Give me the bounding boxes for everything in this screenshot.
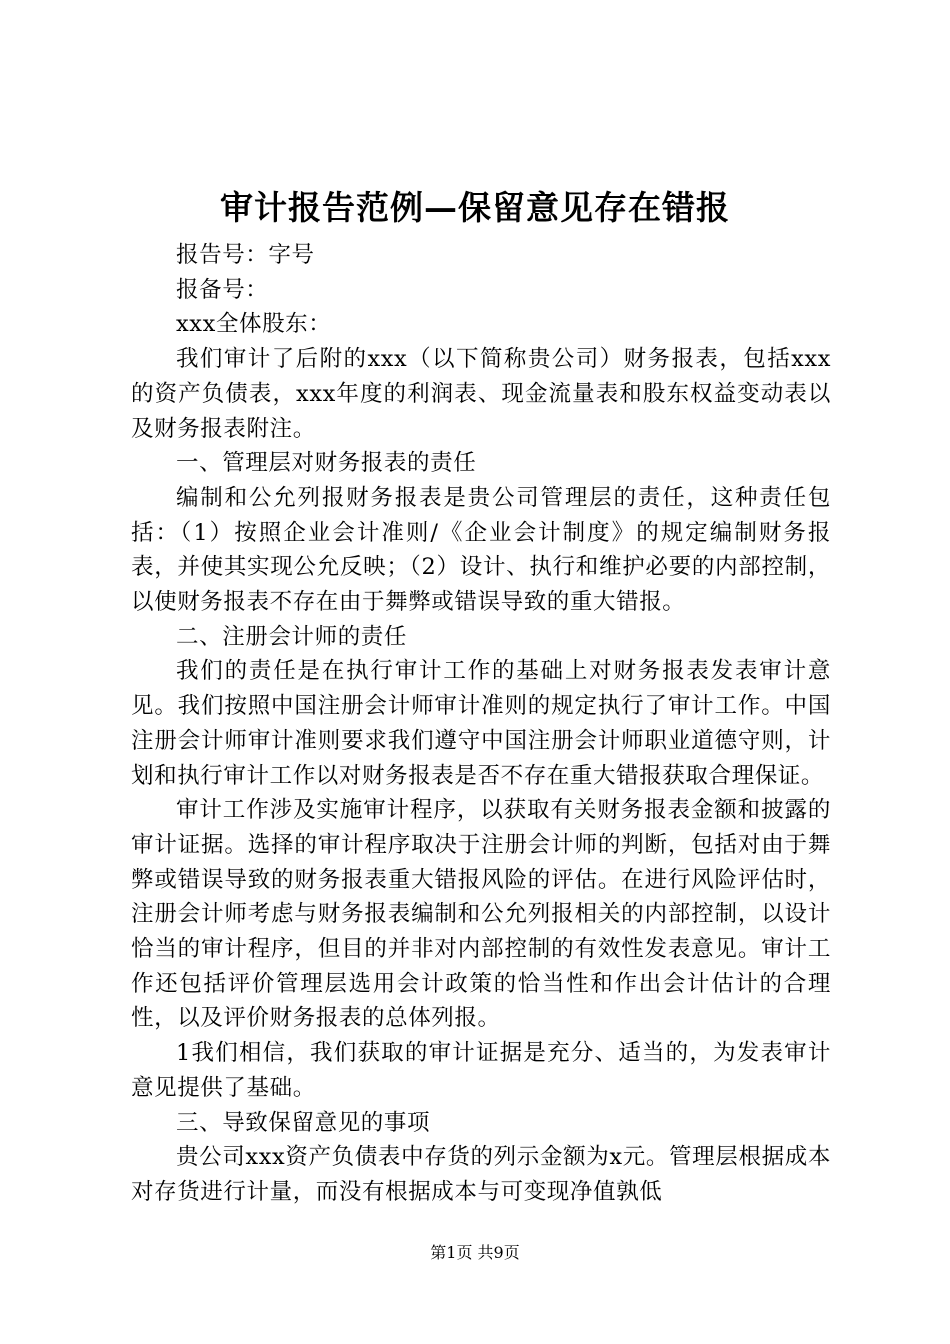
audit-evidence-paragraph: 1我们相信，我们获取的审计证据是充分、适当的，为发表审计意见提供了基础。 [131,1040,831,1101]
section-heading-qualified-opinion: 三、导致保留意见的事项 [176,1109,431,1136]
page-footer: 第1页 共9页 [430,1243,520,1262]
report-number: 报告号：字号 [176,242,315,268]
document-title: 审计报告范例—保留意见存在错报 [220,188,730,227]
audit-procedures-paragraph: 审计工作涉及实施审计程序，以获取有关财务报表金额和披露的审计证据。选择的审计程序取决于注册会计师的判断，包括对由于舞弊或错误导致的财务报表重大错报风险的评估。在进行风险评估时，注册会计师考虑与财务报表编制和公允列报相关的内部控制，以设计恰当的审计程序，但目的并非对内部控制的有效性发表意见。审计工作还包括评价管理层选用会计政策的恰当性和作出会计估计的合理性，以及评价财务报表的总体列报。 [131,797,831,1032]
qualified-opinion-paragraph: 贵公司xxx资产负债表中存货的列示金额为x元。管理层根据成本对存货进行计量，而没有根据成本与可变现净值孰低 [131,1144,831,1205]
intro-paragraph: 我们审计了后附的xxx（以下简称贵公司）财务报表，包括xxx的资产负债表，xxx年度的利润表、现金流量表和股东权益变动表以及财务报表附注。 [131,346,831,442]
document-body [131,238,831,1210]
section-heading-auditor: 二、注册会计师的责任 [176,623,408,650]
auditor-responsibility-paragraph: 我们的责任是在执行审计工作的基础上对财务报表发表审计意见。我们按照中国注册会计师审计准则的规定执行了审计工作。中国注册会计师审计准则要求我们遵守中国注册会计师职业道德守则，计划和执行审计工作以对财务报表是否不存在重大错报获取合理保证。 [131,658,831,789]
addressee: xxx全体股东： [176,311,332,338]
management-responsibility-paragraph: 编制和公允列报财务报表是贵公司管理层的责任，这种责任包括：（1）按照企业会计准则/《企业会计制度》的规定编制财务报表，并使其实现公允反映；（2）设计、执行和维护必要的内部控制，以使财务报表不存在由于舞弊或错误导致的重大错报。 [131,484,831,616]
filing-number: 报备号： [176,276,269,303]
section-heading-management: 一、管理层对财务报表的责任 [176,450,477,477]
